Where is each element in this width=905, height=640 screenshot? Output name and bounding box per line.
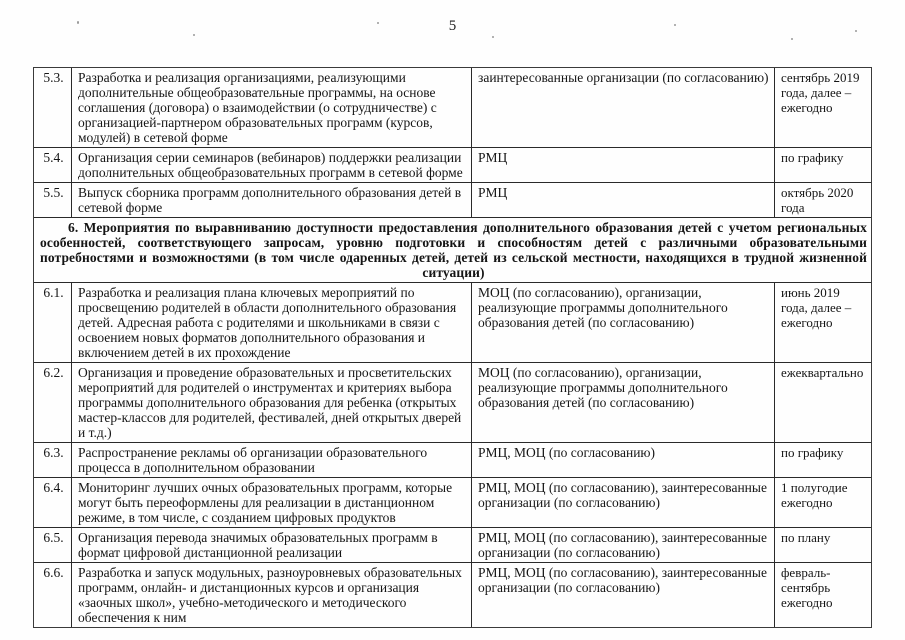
responsible-cell: МОЦ (по согласованию), организации, реализующие программы дополнительного образования детей (по согласованию) [472,283,775,363]
row-number-cell: 5.3. [34,68,72,148]
scan-speck [855,30,857,32]
row-number-cell: 6.4. [34,478,72,528]
timing-cell: по графику [775,443,872,478]
activity-cell: Организация и проведение образовательных и просветительских мероприятий для родителей о инструментах и критериях выбора программы дополнительного образования для ребенка (открытых мастер-классов для родителей, фестивалей, дней открытых дверей и т.д.) [72,363,472,443]
row-number-cell: 6.1. [34,283,72,363]
scan-speck [377,22,379,24]
table-row [34,148,872,183]
responsible-cell: РМЦ, МОЦ (по согласованию), заинтересованные организации (по согласованию) [472,478,775,528]
responsible-cell: РМЦ [472,183,775,218]
scan-speck [77,21,79,24]
activity-plan-table [33,67,872,628]
responsible-cell: заинтересованные организации (по согласованию) [472,68,775,148]
row-number-cell: 6.6. [34,563,72,628]
responsible-cell: РМЦ, МОЦ (по согласованию), заинтересованные организации (по согласованию) [472,563,775,628]
scan-speck [492,36,494,38]
scan-speck [791,38,793,40]
activity-cell: Разработка и реализация организациями, реализующими дополнительные общеобразовательные программы, на основе соглашения (договора) о взаимодействии (о сотрудничестве) с организацией-партнером образовательных программ (курсов, модулей) в сетевой форме [72,68,472,148]
timing-cell: июнь 2019 года, далее – ежегодно [775,283,872,363]
timing-cell: февраль-сентябрь ежегодно [775,563,872,628]
timing-cell: 1 полугодие ежегодно [775,478,872,528]
scan-speck [193,34,195,36]
activity-cell: Организация серии семинаров (вебинаров) поддержки реализации дополнительных общеобразовательных программ в сетевой форме [72,148,472,183]
row-number-cell: 5.5. [34,183,72,218]
table-row [34,363,872,443]
table-row [34,68,872,148]
activity-cell: Мониторинг лучших очных образовательных программ, которые могут быть переоформлены для реализации в дистанционном режиме, в том числе, с созданием цифровых продуктов [72,478,472,528]
timing-cell: по графику [775,148,872,183]
activity-cell: Распространение рекламы об организации образовательного процесса в дополнительном образовании [72,443,472,478]
table-row [34,443,872,478]
timing-cell: сентябрь 2019 года, далее – ежегодно [775,68,872,148]
table-row [34,528,872,563]
table-row [34,283,872,363]
activity-cell: Организация перевода значимых образовательных программ в формат цифровой дистанционной реализации [72,528,472,563]
table-row [34,183,872,218]
page-number: 5 [448,18,457,34]
responsible-cell: РМЦ, МОЦ (по согласованию) [472,443,775,478]
timing-cell: октябрь 2020 года [775,183,872,218]
activity-cell: Разработка и реализация плана ключевых мероприятий по просвещению родителей в области дополнительного образования детей. Адресная работа с родителями и школьниками в связи с освоением новых форматов дополнительного образования и включением детей в их прохождение [72,283,472,363]
activity-cell: Разработка и запуск модульных, разноуровневых образовательных программ, онлайн- и дистанционных курсов и организация «заочных школ», учебно-методического и методического обеспечения к ним [72,563,472,628]
section-header-text: 6. Мероприятия по выравниванию доступности предоставления дополнительного образования детей с учетом региональных особенностей, соответствующего запросам, уровню подготовки и способностям детей с различными образовательными потребностями и возможностями (в том числе одаренных детей, детей из сельской местности, находящихся в трудной жизненной ситуации) [34,218,872,283]
row-number-cell: 6.2. [34,363,72,443]
table-row [34,478,872,528]
scan-speck [674,24,676,26]
responsible-cell: РМЦ, МОЦ (по согласованию), заинтересованные организации (по согласованию) [472,528,775,563]
responsible-cell: МОЦ (по согласованию), организации, реализующие программы дополнительного образования детей (по согласованию) [472,363,775,443]
responsible-cell: РМЦ [472,148,775,183]
row-number-cell: 5.4. [34,148,72,183]
section-header-row [34,218,872,283]
row-number-cell: 6.5. [34,528,72,563]
table-row [34,563,872,628]
activity-cell: Выпуск сборника программ дополнительного образования детей в сетевой форме [72,183,472,218]
row-number-cell: 6.3. [34,443,72,478]
timing-cell: по плану [775,528,872,563]
timing-cell: ежеквартально [775,363,872,443]
